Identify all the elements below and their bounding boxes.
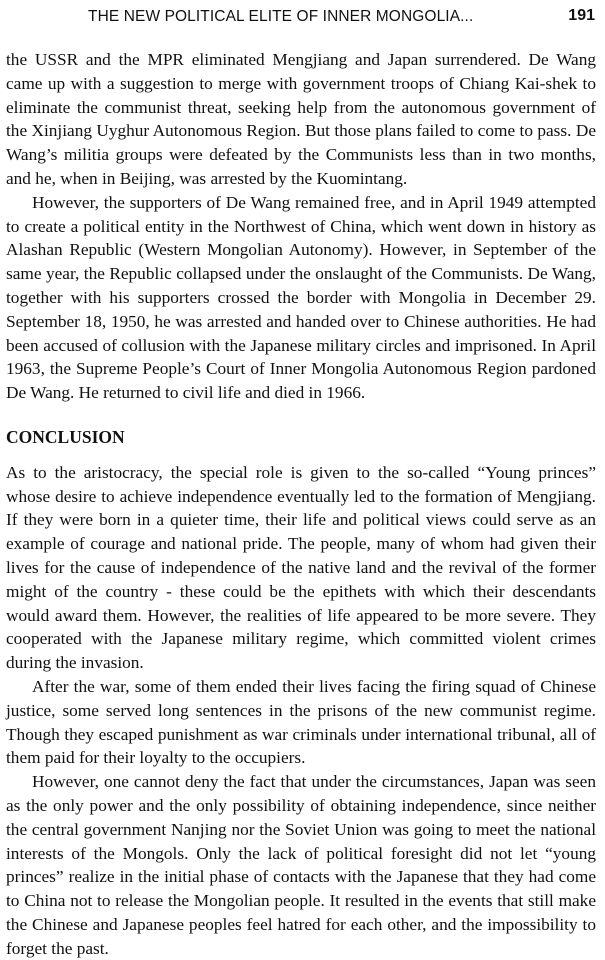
- paragraph-aristocracy: As to the aristocracy, the special role is given to the so-called “Young princes” whose desire to achieve independence eventually led to the formation of Mengjiang. If they were born in a quieter time, their life and political views could serve as an example of courage and national pride. The people, many of whom had given their lives for the cause of independence of the native land and the revival of the former might of the country - these could be the epithets with which their descendants would award them. However, the realities of life appeared to be more severe. They cooperated with the Japanese military regime, which committed violent crimes during the invasion.: [6, 462, 596, 673]
- running-title: THE NEW POLITICAL ELITE OF INNER MONGOLIA...: [88, 8, 474, 25]
- page-header: [0, 4, 605, 32]
- page-number: 191: [568, 7, 595, 24]
- section-heading-conclusion: CONCLUSION: [6, 426, 125, 447]
- paragraph-japan-independence: However, one cannot deny the fact that under the circumstances, Japan was seen as the only power and the only possibility of obtaining independence, since neither the central government Nanjing nor the Soviet Union was going to meet the national interests of the Mongols. Only the lack of political foresight did not let “young princes” realize in the initial phase of contacts with the Japanese that they had come to China not to release the Mongolian people. It resulted in the events that still make the Chinese and Japanese peoples feel hatred for each other, and the impossibility to forget the past.: [6, 772, 596, 958]
- page-body: [6, 48, 596, 960]
- paragraph-continuation: the USSR and the MPR eliminated Mengjiang and Japan surrendered. De Wang came up with a suggestion to merge with government troops of Chiang Kai-shek to eliminate the communist threat, seeking help from the autonomous government of the Xinjiang Uyghur Autonomous Region. But those plans failed to come to pass. De Wang’s militia groups were defeated by the Communists less than in two months, and he, when in Beijing, was arrested by the Kuomintang.: [6, 50, 596, 188]
- paragraph-after-war: After the war, some of them ended their lives facing the firing squad of Chinese justice, some served long sentences in the prisons of the new communist regime. Though they escaped punishment as war criminals under international tribunal, all of them paid for their loyalty to the occupiers.: [6, 676, 596, 768]
- paragraph-alashan-republic: However, the supporters of De Wang remained free, and in April 1949 attempted to create a political entity in the Northwest of China, which went down in history as Alashan Republic (Western Mongolian Autonomy). However, in September of the same year, the Republic collapsed under the onslaught of the Communists. De Wang, together with his supporters crossed the border with Mongolia in December 29. September 18, 1950, he was arrested and handed over to Chinese authorities. He had been accused of collusion with the Japanese military circles and imprisoned. In April 1963, the Supreme People’s Court of Inner Mongolia Autonomous Region pardoned De Wang. He returned to civil life and died in 1966.: [6, 192, 596, 403]
